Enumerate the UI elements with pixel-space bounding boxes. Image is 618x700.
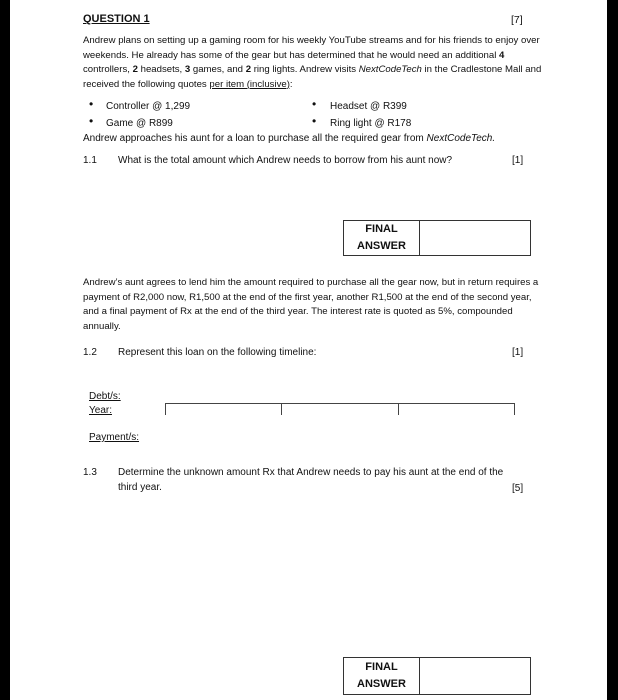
quote-controller: Controller @ 1,299 (106, 101, 191, 112)
timeline-tick-2 (398, 403, 399, 415)
year-label: Year: (89, 405, 112, 416)
worksheet-page (10, 0, 607, 700)
quote-headset: Headset @ R399 (330, 101, 407, 112)
quote-ring-light: Ring light @ R178 (330, 118, 412, 129)
timeline-tick-3 (514, 403, 515, 415)
bullet-icon: • (312, 114, 317, 128)
final-answer-box-1-1 (343, 220, 531, 256)
bullet-icon: • (312, 97, 317, 111)
timeline-axis (165, 403, 515, 404)
final-answer-field-1-3[interactable] (420, 658, 530, 694)
final-answer-box-1-3 (343, 657, 531, 695)
intro-paragraph: Andrew plans on setting up a gaming room for his weekly YouTube streams and for his friends to enjoy over weekends. He already has some of the gear but has determined that he would need an additional 4 controllers, 2 headsets, 3 games, and 2 ring lights. Andrew visits NextCodeTech in the Cradlestone Mall and received the following quotes per item (inclusive): (83, 35, 542, 90)
loan-timeline[interactable] (165, 403, 515, 415)
question-1-1-marks: [1] (512, 155, 524, 166)
final-answer-label: FINAL ANSWER (344, 658, 420, 694)
loan-paragraph: Andrew’s aunt agrees to lend him the amount required to purchase all the gear now, but in return requires a payment of R2,000 now, R1,500 at the end of the first year, another R1,500 at the end of the second year, and a final payment of Rx at the end of the third year. The interest rate is quoted as 5%, compounded annually. (83, 277, 539, 332)
question-1-3-text-line1: Determine the unknown amount Rx that Andrew needs to pay his aunt at the end of the (118, 467, 504, 478)
timeline-tick-0 (165, 403, 166, 415)
question-1-1-number: 1.1 (83, 155, 97, 166)
question-1-3-text-line2: third year. (118, 482, 162, 493)
question-1-2-text: Represent this loan on the following timeline: (118, 347, 317, 358)
final-answer-field-1-1[interactable] (420, 221, 530, 255)
question-1-2-number: 1.2 (83, 347, 97, 358)
quote-game: Game @ R899 (106, 118, 173, 129)
final-answer-label: FINAL ANSWER (344, 221, 420, 255)
question-1-1-text: What is the total amount which Andrew needs to borrow from his aunt now? (118, 155, 453, 166)
question-total-marks: [7] (511, 14, 523, 26)
question-title: QUESTION 1 (83, 13, 150, 25)
timeline-tick-1 (281, 403, 282, 415)
bullet-icon: • (89, 97, 94, 111)
question-1-3-marks: [5] (512, 483, 524, 494)
bullet-icon: • (89, 114, 94, 128)
question-1-3-number: 1.3 (83, 467, 97, 478)
approach-sentence: Andrew approaches his aunt for a loan to purchase all the required gear from NextCodeTech. (83, 133, 496, 144)
question-1-2-marks: [1] (512, 347, 524, 358)
debts-label: Debt/s: (89, 391, 121, 402)
payments-label: Payment/s: (89, 432, 140, 443)
